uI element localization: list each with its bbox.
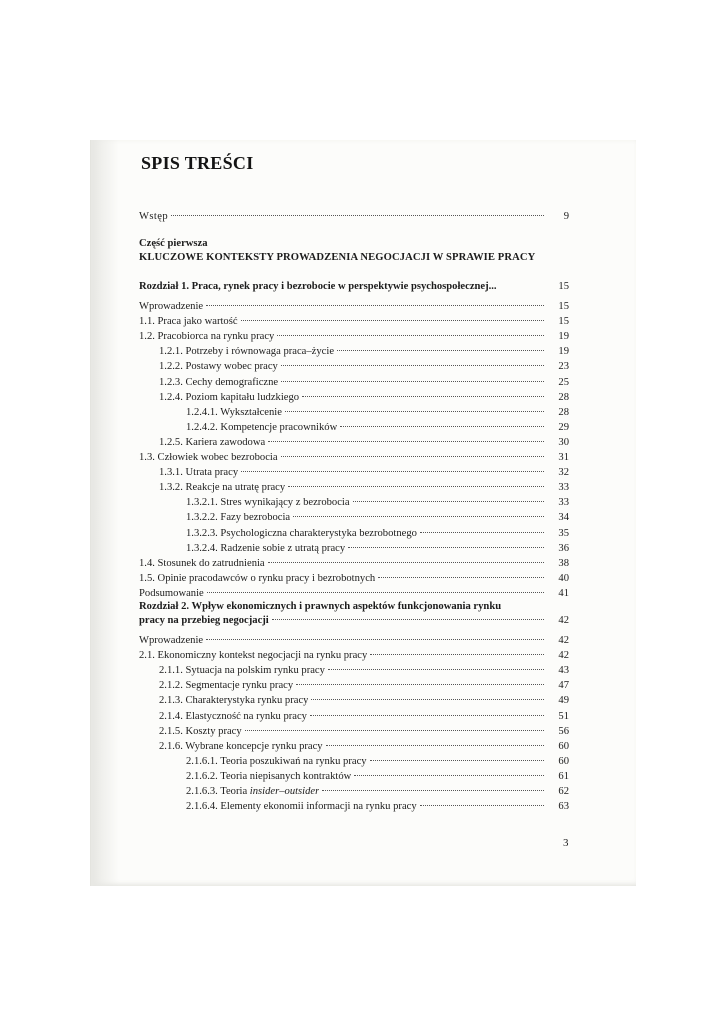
leader-dots <box>241 320 544 321</box>
chapter-1-toc-entry[interactable] <box>159 391 569 405</box>
chapter-1-toc-entry[interactable] <box>186 542 569 556</box>
chapter-2-toc-entry[interactable] <box>186 755 569 769</box>
toc-entry-label: 2.1. Ekonomiczny kontekst negocjacji na rynku pracy <box>139 650 368 662</box>
leader-dots <box>370 760 544 761</box>
chapter-1-toc-entry[interactable] <box>159 481 569 495</box>
chapter-2-toc-entry[interactable] <box>159 740 569 754</box>
toc-entry-label: 1.4. Stosunek do zatrudnienia <box>139 557 265 569</box>
toc-entry-label: 1.1. Praca jako wartość <box>139 316 238 328</box>
leader-dots <box>206 639 544 640</box>
toc-entry-page: 63 <box>558 801 569 813</box>
toc-entry-label: 2.1.3. Charakterystyka rynku pracy <box>159 695 309 707</box>
toc-entry-page: 32 <box>558 467 569 479</box>
toc-entry-label: 1.2.3. Cechy demograficzne <box>159 376 279 388</box>
toc-entry-page: 40 <box>558 572 569 584</box>
leader-dots <box>206 305 544 306</box>
leader-dots <box>311 699 544 700</box>
toc-entry-page: 56 <box>558 725 569 737</box>
chapter-2-heading[interactable] <box>139 614 569 628</box>
chapter-1-page: 15 <box>558 281 569 292</box>
toc-entry-label: 2.1.5. Koszty pracy <box>159 725 242 737</box>
chapter-1-toc-entry[interactable] <box>139 572 569 586</box>
toc-entry-label: 1.2.4.1. Wykształcenie <box>186 406 282 418</box>
toc-entry-page: 42 <box>558 650 569 662</box>
chapter-1-title: Rozdział 1. Praca, rynek pracy i bezrobocie w perspektywie psychospołecznej... <box>139 281 497 292</box>
toc-entry-label: 2.1.6.4. Elementy ekonomii informacji na rynku pracy <box>186 801 417 813</box>
toc-entry-label: 1.3.2.2. Fazy bezrobocia <box>186 512 291 524</box>
leader-dots <box>340 426 544 427</box>
toc-entry-page: 36 <box>558 542 569 554</box>
toc-entry-label: 1.3.2.4. Radzenie sobie z utratą pracy <box>186 542 346 554</box>
toc-entry-page: 19 <box>558 346 569 358</box>
leader-dots <box>277 335 544 336</box>
toc-entry-page: 42 <box>558 635 569 646</box>
chapter-2-toc-entry[interactable] <box>186 770 569 784</box>
toc-entry-label: Wprowadzenie <box>139 301 204 312</box>
chapter-2-toc-entry[interactable] <box>186 800 569 814</box>
toc-entry-page: 51 <box>558 710 569 722</box>
leader-dots <box>245 730 544 731</box>
toc-entry-label: 1.3.2.3. Psychologiczna charakterystyka bezrobotnego <box>186 527 417 539</box>
toc-entry-label: 1.3.1. Utrata pracy <box>159 467 239 479</box>
leader-dots <box>310 715 544 716</box>
toc-entry-label: 1.2.2. Postawy wobec pracy <box>159 361 278 373</box>
toc-entry-page: 30 <box>558 436 569 448</box>
toc-entry-label: 2.1.6.1. Teoria poszukiwań na rynku pracy <box>186 755 367 767</box>
toc-entry-page: 33 <box>558 482 569 494</box>
toc-intro-line[interactable] <box>139 210 569 224</box>
toc-entry-page: 15 <box>558 301 569 312</box>
chapter-2-toc-entry[interactable] <box>139 649 569 663</box>
leader-dots <box>281 365 544 366</box>
chapter-1-toc-entry[interactable] <box>159 436 569 450</box>
toc-entry-page: 29 <box>558 421 569 433</box>
chapter-2-toc-entry[interactable] <box>159 664 569 678</box>
toc-entry-label: 1.3. Człowiek wobec bezrobocia <box>139 452 278 463</box>
chapter-2-toc-entry[interactable] <box>159 694 569 708</box>
chapter-2-title-line1: Rozdział 2. Wpływ ekonomicznych i prawnych aspektów funkcjonowania rynku <box>139 601 502 612</box>
leader-dots <box>207 592 544 593</box>
leader-dots <box>322 790 544 791</box>
chapter-2-toc-entry[interactable] <box>159 725 569 739</box>
toc-entry-page: 38 <box>558 557 569 569</box>
leader-dots <box>378 577 544 578</box>
chapter-2-toc-entry[interactable] <box>159 679 569 693</box>
chapter-1-heading[interactable] <box>139 280 569 294</box>
toc-entry-label: 2.1.4. Elastyczność na rynku pracy <box>159 710 307 722</box>
toc-entry-label: Podsumowanie <box>139 587 204 599</box>
page-number: 3 <box>563 837 569 849</box>
leader-dots <box>420 532 544 533</box>
toc-entry-page: 49 <box>558 695 569 707</box>
leader-dots <box>420 805 544 806</box>
chapter-1-toc-entry[interactable] <box>139 587 569 601</box>
leader-dots <box>370 654 544 655</box>
chapter-1-toc-entry[interactable] <box>139 315 569 329</box>
toc-entry-label: 2.1.6.2. Teoria niepisanych kontraktów <box>186 770 352 782</box>
chapter-1-toc-entry[interactable] <box>186 421 569 435</box>
toc-entry-page: 15 <box>558 316 569 328</box>
leader-dots <box>337 350 544 351</box>
toc-entry-label: 1.2.1. Potrzeby i równowaga praca–życie <box>159 346 335 358</box>
chapter-1-toc-entry[interactable] <box>159 376 569 390</box>
toc-entry-label: Wprowadzenie <box>139 635 204 646</box>
chapter-1-toc-entry[interactable] <box>139 300 569 314</box>
leader-dots <box>328 669 544 670</box>
toc-entry-label: 1.2.4. Poziom kapitału ludzkiego <box>159 391 300 403</box>
leader-dots <box>268 441 544 442</box>
chapter-1-toc-entry[interactable] <box>139 330 569 344</box>
page-title: SPIS TREŚCI <box>141 153 254 173</box>
toc-entry-label: 1.2. Pracobiorca na rynku pracy <box>139 331 275 343</box>
toc-intro-label: Wstęp <box>139 211 169 222</box>
chapter-2-toc-entry[interactable] <box>159 710 569 724</box>
toc-entry-page: 60 <box>558 755 569 767</box>
leader-dots <box>326 745 544 746</box>
toc-entry-label: 1.2.5. Kariera zawodowa <box>159 436 266 448</box>
chapter-2-toc-entry[interactable] <box>139 634 569 648</box>
leader-dots <box>268 562 544 563</box>
toc-entry-page: 19 <box>558 331 569 343</box>
chapter-1-toc-entry[interactable] <box>186 496 569 510</box>
toc-entry-page: 25 <box>558 376 569 388</box>
chapter-1-toc-entry[interactable] <box>159 466 569 480</box>
leader-dots <box>272 619 544 620</box>
toc-entry-page: 62 <box>558 786 569 797</box>
toc-intro-page: 9 <box>563 211 569 222</box>
chapter-1-toc-entry[interactable] <box>186 406 569 420</box>
toc-entry-page: 60 <box>558 740 569 752</box>
chapter-1-toc-entry[interactable] <box>159 345 569 359</box>
leader-dots <box>281 381 544 382</box>
leader-dots <box>353 501 544 502</box>
leader-dots <box>281 456 544 457</box>
part-title: KLUCZOWE KONTEKSTY PROWADZENIA NEGOCJACJI W SPRAWIE PRACY <box>139 252 536 263</box>
leader-dots <box>285 411 544 412</box>
toc-entry-label: 1.3.2.1. Stres wynikający z bezrobocia <box>186 497 350 509</box>
toc-entry-page: 31 <box>558 452 569 463</box>
toc-entry-label: 1.2.4.2. Kompetencje pracowników <box>186 421 338 433</box>
chapter-2-toc-entry[interactable] <box>186 785 569 799</box>
chapter-1-toc-entry[interactable] <box>159 360 569 374</box>
chapter-1-toc-entry[interactable] <box>139 557 569 571</box>
toc-entry-label: 2.1.6.3. Teoria insider–outsider <box>186 786 320 797</box>
toc-entry-label: 1.5. Opinie pracodawców o rynku pracy i bezrobotnych <box>139 572 376 584</box>
leader-dots <box>288 486 544 487</box>
book-page <box>90 140 636 886</box>
part-label: Część pierwsza <box>139 238 208 249</box>
toc-entry-page: 47 <box>558 680 569 692</box>
leader-dots <box>296 684 544 685</box>
leader-dots <box>302 396 544 397</box>
chapter-1-toc-entry[interactable] <box>186 527 569 541</box>
leader-dots <box>293 516 544 517</box>
toc-entry-label: 2.1.1. Sytuacja na polskim rynku pracy <box>159 665 325 677</box>
toc-entry-page: 61 <box>558 770 569 782</box>
toc-entry-page: 34 <box>558 512 569 524</box>
toc-entry-page: 28 <box>558 391 569 403</box>
toc-entry-page: 35 <box>558 527 569 539</box>
leader-dots <box>171 215 544 216</box>
leader-dots <box>241 471 544 472</box>
leader-dots <box>354 775 544 776</box>
chapter-2-page: 42 <box>558 615 569 626</box>
toc-entry-page: 23 <box>558 361 569 373</box>
leader-dots <box>348 547 544 548</box>
toc-entry-page: 43 <box>558 665 569 677</box>
toc-entry-page: 28 <box>558 406 569 418</box>
toc-entry-page: 33 <box>558 497 569 509</box>
toc-entry-label: 2.1.2. Segmentacje rynku pracy <box>159 680 294 692</box>
toc-entry-page: 41 <box>558 587 569 599</box>
toc-entry-label: 1.3.2. Reakcje na utratę pracy <box>159 482 286 494</box>
chapter-1-toc-entry[interactable] <box>139 451 569 465</box>
chapter-2-title-line2: pracy na przebieg negocjacji <box>139 615 269 626</box>
toc-entry-label: 2.1.6. Wybrane koncepcje rynku pracy <box>159 740 323 752</box>
chapter-1-toc-entry[interactable] <box>186 511 569 525</box>
